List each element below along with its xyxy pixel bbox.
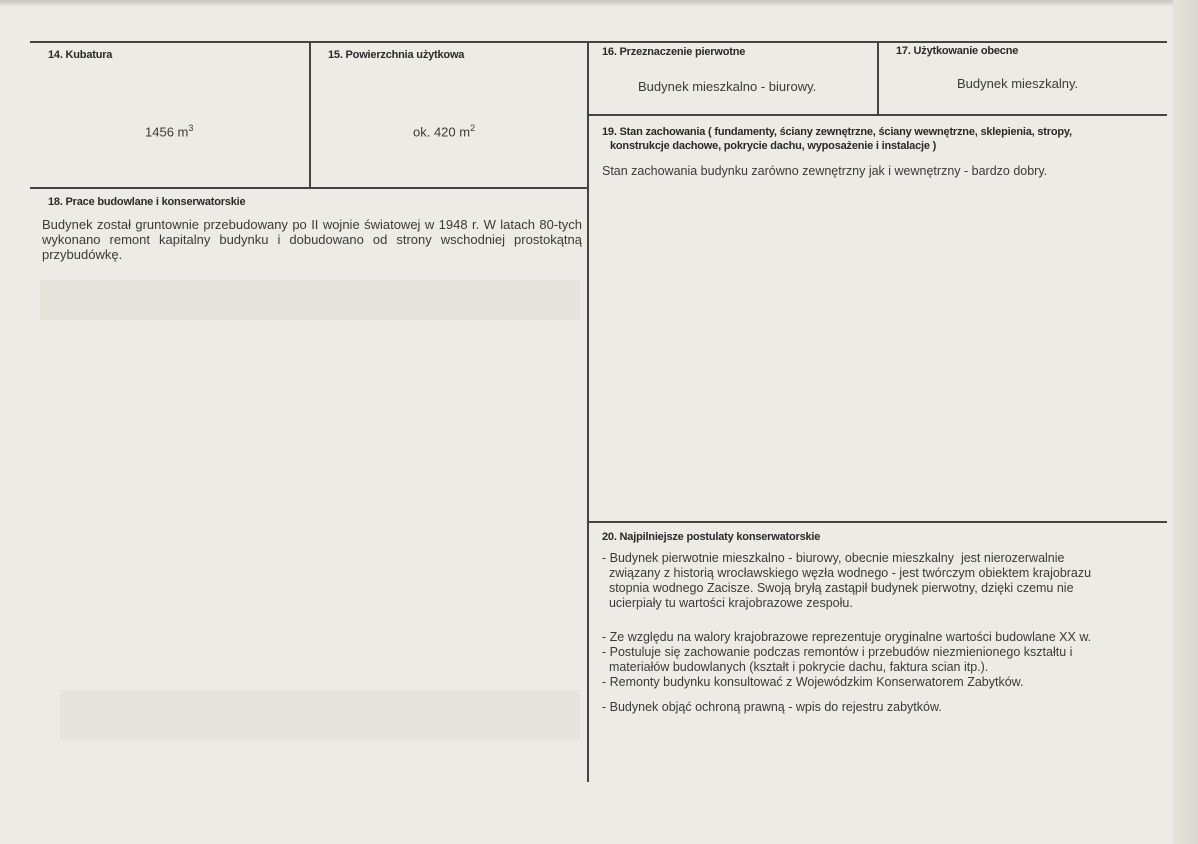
field-20-label: 20. Najpilniejsze postulaty konserwatorskie [602, 531, 821, 543]
top-border [30, 41, 1167, 43]
field-14-value: 1456 $m^3$ [145, 123, 194, 140]
postulate-line: materiałów budowlanych (kształt i pokrycie dachu, faktura scian itp.). [602, 660, 989, 674]
field-17-label: 17. Użytkowanie obecne [896, 45, 1019, 57]
field-16-value: Budynek mieszkalno - biurowy. [638, 79, 817, 94]
postulate-line: związany z historią wrocławskiego węzła wodnego - jest twórczym obiektem krajobrazu [602, 566, 1092, 580]
scan-right-edge [1173, 0, 1198, 844]
divider-14-15 [309, 41, 311, 188]
field-18-label: 18. Prace budowlane i konserwatorskie [48, 196, 246, 208]
field-15-value: ok. 420 $m^2$ [413, 123, 476, 140]
field-16-label: 16. Przeznaczenie pierwotne [602, 46, 746, 58]
field-19-label-line2: konstrukcje dachowe, pokrycie dachu, wyposażenie i instalacje ) [610, 140, 937, 152]
field-19-label-line1: 19. Stan zachowania ( fundamenty, ściany zewnętrzne, ściany wewnętrzne, sklepienia, stropy, [602, 126, 1072, 138]
postulate-line: stopnia wodnego Zacisze. Swoją bryłą zastąpił budynek pierwotny, dzięki czemu nie [602, 581, 1074, 595]
scan-top-edge [0, 0, 1198, 6]
scan-smudge [40, 280, 580, 320]
divider-16-19 [588, 114, 1167, 116]
postulate-line: - Budynek pierwotnie mieszkalno - biurowy, obecnie mieszkalny jest nierozerwalnie [602, 551, 1065, 565]
field-14-label: 14. Kubatura [48, 49, 113, 61]
divider-16-17 [877, 41, 879, 114]
field-19-text: Stan zachowania budynku zarówno zewnętrzny jak i wewnętrzny - bardzo dobry. [602, 164, 1048, 178]
scan-smudge [60, 690, 580, 740]
field-17-value: Budynek mieszkalny. [957, 76, 1079, 91]
postulate-line: ucierpiały tu wartości krajobrazowe zespołu. [602, 596, 853, 610]
postulate-line: - Postuluje się zachowanie podczas remontów i przebudów niezmienionego kształtu i [602, 645, 1073, 659]
field-18-text: Budynek został gruntownie przebudowany po II wojnie światowej w 1948 r. W latach 80-tych wykonano remont kapitalny budynku i dobudowano od strony wschodniej prostokątną przybudówkę. [42, 217, 582, 262]
postulate-line: - Ze względu na walory krajobrazowe reprezentuje oryginalne wartości budowlane XX w. [602, 630, 1092, 644]
divider-19-20 [588, 521, 1167, 523]
field-15-label: 15. Powierzchnia użytkowa [328, 49, 465, 61]
postulate-line: - Remonty budynku konsultować z Wojewódzkim Konserwatorem Zabytków. [602, 675, 1024, 689]
postulate-line: - Budynek objąć ochroną prawną - wpis do rejestru zabytków. [602, 700, 942, 714]
center-divider [587, 41, 589, 782]
divider-14-18 [30, 187, 588, 189]
